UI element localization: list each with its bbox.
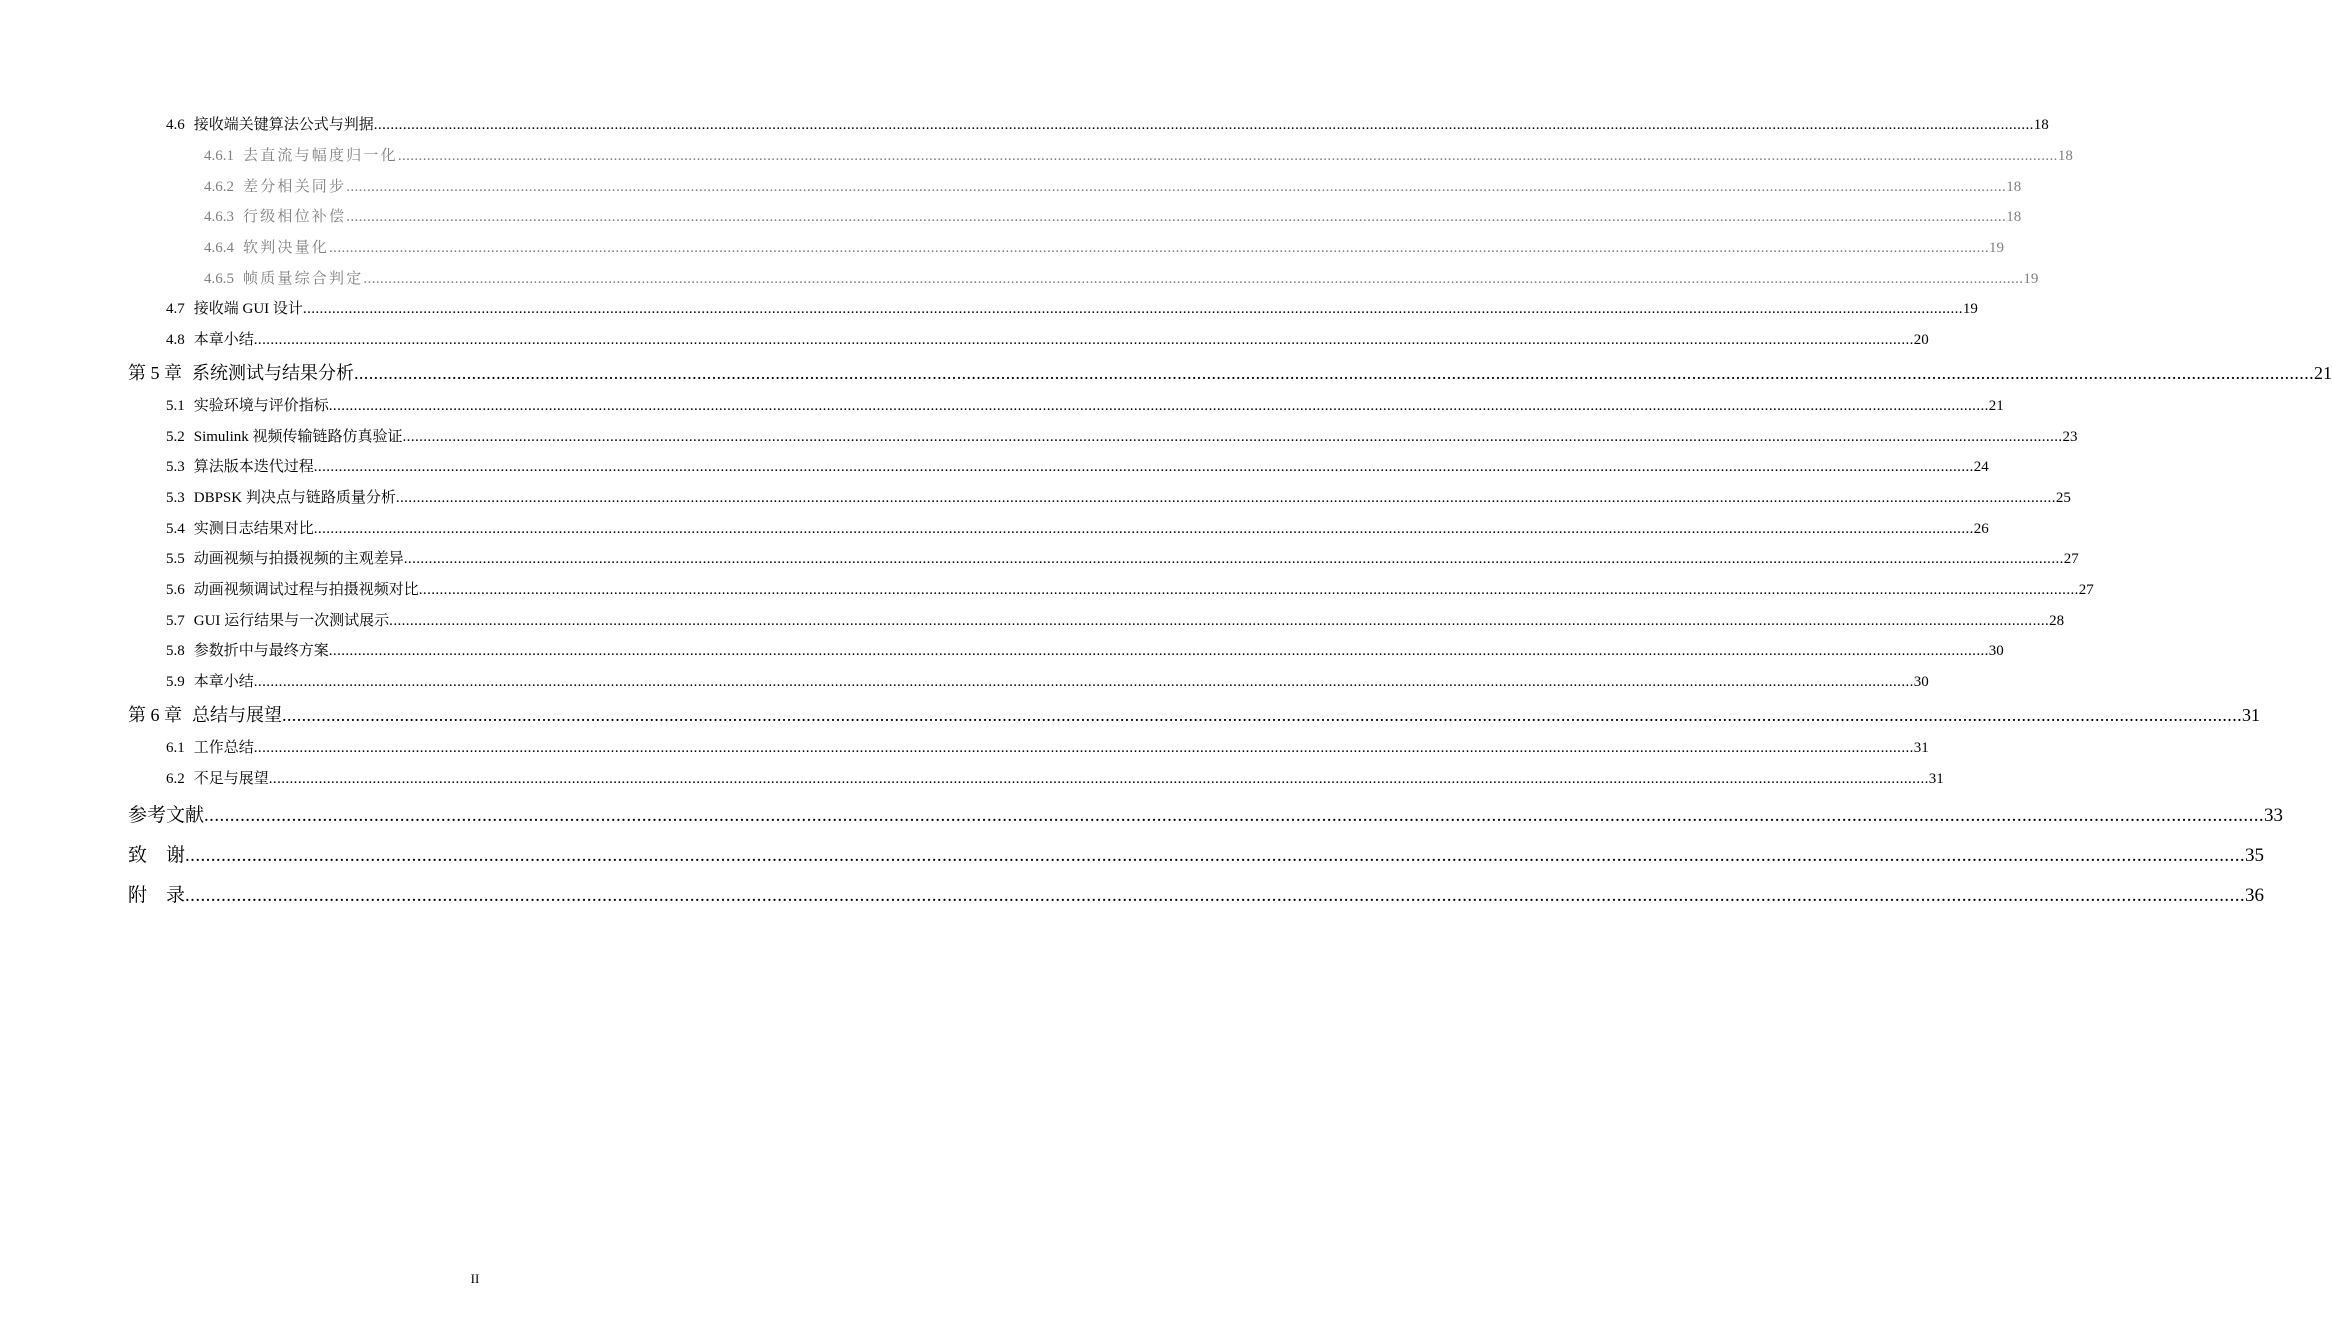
toc-entry-number: 5.2 — [166, 429, 185, 445]
toc-entry-title: 行级相位补偿 — [243, 209, 347, 225]
toc-entry[interactable] — [204, 236, 2005, 257]
toc-entry-title: 总结与展望 — [192, 705, 282, 725]
toc-entry-number: 5.6 — [166, 582, 185, 598]
toc-entry-number: 4.7 — [166, 301, 185, 317]
toc-entry-number: 5.1 — [166, 398, 185, 414]
toc-leader-dots: ................................................................................................................................................................................................................................................................................................................................................................................................................ — [397, 148, 2058, 164]
toc-entry-page: 24 — [1973, 459, 1989, 475]
toc-leader-dots: ................................................................................................................................................................................................................................................................................................................................................................................................................ — [403, 551, 2064, 567]
toc-entry-page: 19 — [1989, 240, 2005, 256]
toc-entry-page: 18 — [2006, 179, 2022, 195]
toc-entry-title: 实测日志结果对比 — [193, 521, 314, 537]
toc-entry-number: 5.7 — [166, 613, 185, 629]
toc-entry-label — [166, 547, 404, 568]
toc-entry[interactable] — [128, 840, 2265, 867]
toc-leader-dots: ................................................................................................................................................................................................................................................................................................................................................................................................................ — [402, 429, 2063, 445]
toc-entry-page: 27 — [2078, 582, 2094, 598]
toc-entry-title: 附 录 — [128, 885, 186, 906]
toc-leader-dots: ................................................................................................................................................................................................................................................................................................................................................................................................................ — [328, 398, 1989, 414]
toc-leader-dots: ................................................................................................................................................................................................................................................................................................................................................................................................................ — [302, 301, 1963, 317]
toc-entry-label — [166, 767, 269, 788]
toc-entry-number: 4.6.1 — [204, 148, 234, 164]
toc-entry-title: 接收端关键算法公式与判据 — [193, 117, 374, 133]
toc-entry-page: 21 — [2314, 363, 2332, 383]
toc-entry-title: 帧质量综合判定 — [243, 271, 364, 287]
toc-leader-dots: ................................................................................................................................................................................................................................................................................................................................................................................................................ — [185, 845, 2246, 866]
toc-entry-title: 本章小结 — [193, 674, 254, 690]
toc-entry-page: 31 — [1913, 740, 1929, 756]
toc-entry-page: 30 — [1913, 674, 1929, 690]
toc-entry-number: 5.4 — [166, 521, 185, 537]
toc-leader-dots: ................................................................................................................................................................................................................................................................................................................................................................................................................ — [346, 209, 2007, 225]
toc-entry-label — [204, 236, 329, 257]
toc-leader-dots: ................................................................................................................................................................................................................................................................................................................................................................................................................ — [282, 705, 2242, 725]
toc-entry[interactable] — [166, 297, 1978, 318]
toc-entry-page: 18 — [2057, 148, 2073, 164]
toc-entry-number: 5.3 — [166, 459, 185, 475]
toc-entry-page: 33 — [2264, 805, 2284, 826]
toc-entry-label — [166, 394, 329, 415]
toc-entry-label — [166, 113, 374, 134]
toc-entry[interactable] — [166, 486, 2071, 507]
toc-entry-title: 实验环境与评价指标 — [193, 398, 329, 414]
toc-entry[interactable] — [166, 425, 2078, 446]
toc-entry-page: 27 — [2063, 551, 2079, 567]
toc-entry-page: 18 — [2006, 209, 2022, 225]
toc-entry-page: 26 — [1973, 521, 1989, 537]
toc-entry[interactable] — [204, 175, 2022, 196]
toc-entry-number: 4.6.4 — [204, 240, 234, 256]
toc-entry[interactable] — [204, 205, 2022, 226]
toc-leader-dots: ................................................................................................................................................................................................................................................................................................................................................................................................................ — [313, 459, 1974, 475]
toc-entry-page: 21 — [1988, 398, 2004, 414]
toc-entry[interactable] — [166, 455, 1989, 476]
toc-entry-number: 4.6 — [166, 117, 185, 133]
toc-entry-title: 接收端 GUI 设计 — [193, 301, 303, 317]
toc-entry-title: 去直流与幅度归一化 — [243, 148, 398, 164]
toc-entry-label — [166, 297, 303, 318]
toc-entry[interactable] — [166, 517, 1989, 538]
toc-entry[interactable] — [128, 701, 2260, 727]
toc-entry-number: 5.8 — [166, 643, 185, 659]
toc-entry-title: 致 谢 — [128, 845, 186, 866]
toc-entry-page: 35 — [2245, 845, 2265, 866]
toc-leader-dots: ................................................................................................................................................................................................................................................................................................................................................................................................................ — [313, 521, 1974, 537]
toc-entry-label — [166, 328, 254, 349]
toc-entry[interactable] — [204, 144, 2073, 165]
toc-entry-number: 第 6 章 — [128, 705, 182, 725]
toc-leader-dots: ................................................................................................................................................................................................................................................................................................................................................................................................................ — [373, 117, 2034, 133]
toc-entry-label — [166, 578, 419, 599]
toc-entry-label — [166, 609, 389, 630]
toc-entry-label — [128, 840, 185, 867]
toc-entry-title: 本章小结 — [193, 332, 254, 348]
toc-entry-number: 4.8 — [166, 332, 185, 348]
toc-entry-title: 参数折中与最终方案 — [193, 643, 329, 659]
toc-entry-label — [166, 670, 254, 691]
toc-entry-title: 动画视频调试过程与拍摄视频对比 — [193, 582, 419, 598]
toc-entry-title: 不足与展望 — [193, 771, 269, 787]
toc-entry-number: 5.9 — [166, 674, 185, 690]
toc-entry-title: Simulink 视频传输链路仿真验证 — [193, 429, 403, 445]
toc-leader-dots: ................................................................................................................................................................................................................................................................................................................................................................................................................ — [418, 582, 2079, 598]
toc-leader-dots: ................................................................................................................................................................................................................................................................................................................................................................................................................ — [354, 363, 2314, 383]
toc-entry-number: 4.6.5 — [204, 271, 234, 287]
toc-entry-label — [166, 639, 329, 660]
toc-entry-number: 6.1 — [166, 740, 185, 756]
toc-leader-dots: ................................................................................................................................................................................................................................................................................................................................................................................................................ — [185, 885, 2246, 906]
toc-entry-label — [166, 425, 403, 446]
toc-entry-label — [166, 455, 314, 476]
toc-entry-label — [128, 701, 282, 727]
toc-leader-dots: ................................................................................................................................................................................................................................................................................................................................................................................................................ — [328, 643, 1989, 659]
toc-entry-number: 6.2 — [166, 771, 185, 787]
page-number: II — [470, 1271, 480, 1286]
toc-entry[interactable] — [166, 736, 1929, 757]
toc-entry-label — [166, 486, 396, 507]
toc-leader-dots: ................................................................................................................................................................................................................................................................................................................................................................................................................ — [389, 613, 2050, 629]
toc-entry[interactable] — [166, 670, 1929, 691]
toc-entry-label — [128, 800, 204, 827]
toc-entry-title: 动画视频与拍摄视频的主观差异 — [193, 551, 404, 567]
toc-entry[interactable] — [166, 113, 2049, 134]
toc-leader-dots: ................................................................................................................................................................................................................................................................................................................................................................................................................ — [395, 490, 2056, 506]
toc-leader-dots: ................................................................................................................................................................................................................................................................................................................................................................................................................ — [363, 271, 2024, 287]
toc-entry[interactable] — [128, 880, 2265, 907]
toc-entry[interactable] — [128, 800, 2284, 827]
toc-entry[interactable] — [166, 609, 2065, 630]
toc-leader-dots: ................................................................................................................................................................................................................................................................................................................................................................................................................ — [268, 771, 1929, 787]
toc-entry-label — [128, 359, 354, 385]
toc-entry-page: 19 — [2023, 271, 2039, 287]
toc-entry-label — [166, 517, 314, 538]
toc-leader-dots: ................................................................................................................................................................................................................................................................................................................................................................................................................ — [253, 674, 1914, 690]
toc-entry[interactable] — [166, 767, 1944, 788]
toc-entry-title: 差分相关同步 — [243, 179, 347, 195]
toc-entry-page: 25 — [2055, 490, 2071, 506]
toc-entry-number: 5.3 — [166, 490, 185, 506]
toc-entry-label — [204, 205, 346, 226]
toc-entry-page: 31 — [1928, 771, 1944, 787]
toc-entry-title: 软判决量化 — [243, 240, 330, 256]
toc-entry[interactable] — [166, 578, 2094, 599]
toc-entry-label — [128, 880, 185, 907]
toc-entry-page: 36 — [2245, 885, 2265, 906]
toc-entry-page: 19 — [1962, 301, 1978, 317]
toc-entry-number: 5.5 — [166, 551, 185, 567]
toc-entry-title: 工作总结 — [193, 740, 254, 756]
toc-entry-title: DBPSK 判决点与链路质量分析 — [193, 490, 396, 506]
toc-leader-dots: ................................................................................................................................................................................................................................................................................................................................................................................................................ — [253, 740, 1914, 756]
toc-entry-title: 算法版本迭代过程 — [193, 459, 314, 475]
toc-entry-page: 28 — [2049, 613, 2065, 629]
toc-entry-title: 参考文献 — [128, 805, 205, 826]
toc-entry-title: 系统测试与结果分析 — [192, 363, 354, 383]
toc-entry-page: 20 — [1913, 332, 1929, 348]
toc-entry[interactable] — [166, 394, 2004, 415]
toc-entry-number: 4.6.3 — [204, 209, 234, 225]
toc-entry[interactable] — [166, 328, 1929, 349]
toc-entry-title: GUI 运行结果与一次测试展示 — [193, 613, 390, 629]
toc-entry-number: 第 5 章 — [128, 363, 182, 383]
toc-entry-label — [204, 144, 398, 165]
toc-entry[interactable] — [128, 359, 2332, 385]
toc-entry-page: 31 — [2242, 705, 2260, 725]
toc-entry[interactable] — [166, 639, 2004, 660]
toc-leader-dots: ................................................................................................................................................................................................................................................................................................................................................................................................................ — [329, 240, 1990, 256]
toc-entry-page: 30 — [1988, 643, 2004, 659]
toc-entry[interactable] — [204, 267, 2039, 288]
toc-entry-page: 18 — [2033, 117, 2049, 133]
toc-entry[interactable] — [166, 547, 2079, 568]
toc-entry-label — [166, 736, 254, 757]
toc-entry-number: 4.6.2 — [204, 179, 234, 195]
toc-leader-dots: ................................................................................................................................................................................................................................................................................................................................................................................................................ — [253, 332, 1914, 348]
toc-entry-page: 23 — [2062, 429, 2078, 445]
toc-entry-label — [204, 267, 363, 288]
toc-entry-label — [204, 175, 346, 196]
toc-leader-dots: ................................................................................................................................................................................................................................................................................................................................................................................................................ — [346, 179, 2007, 195]
toc-leader-dots: ................................................................................................................................................................................................................................................................................................................................................................................................................ — [204, 805, 2265, 826]
